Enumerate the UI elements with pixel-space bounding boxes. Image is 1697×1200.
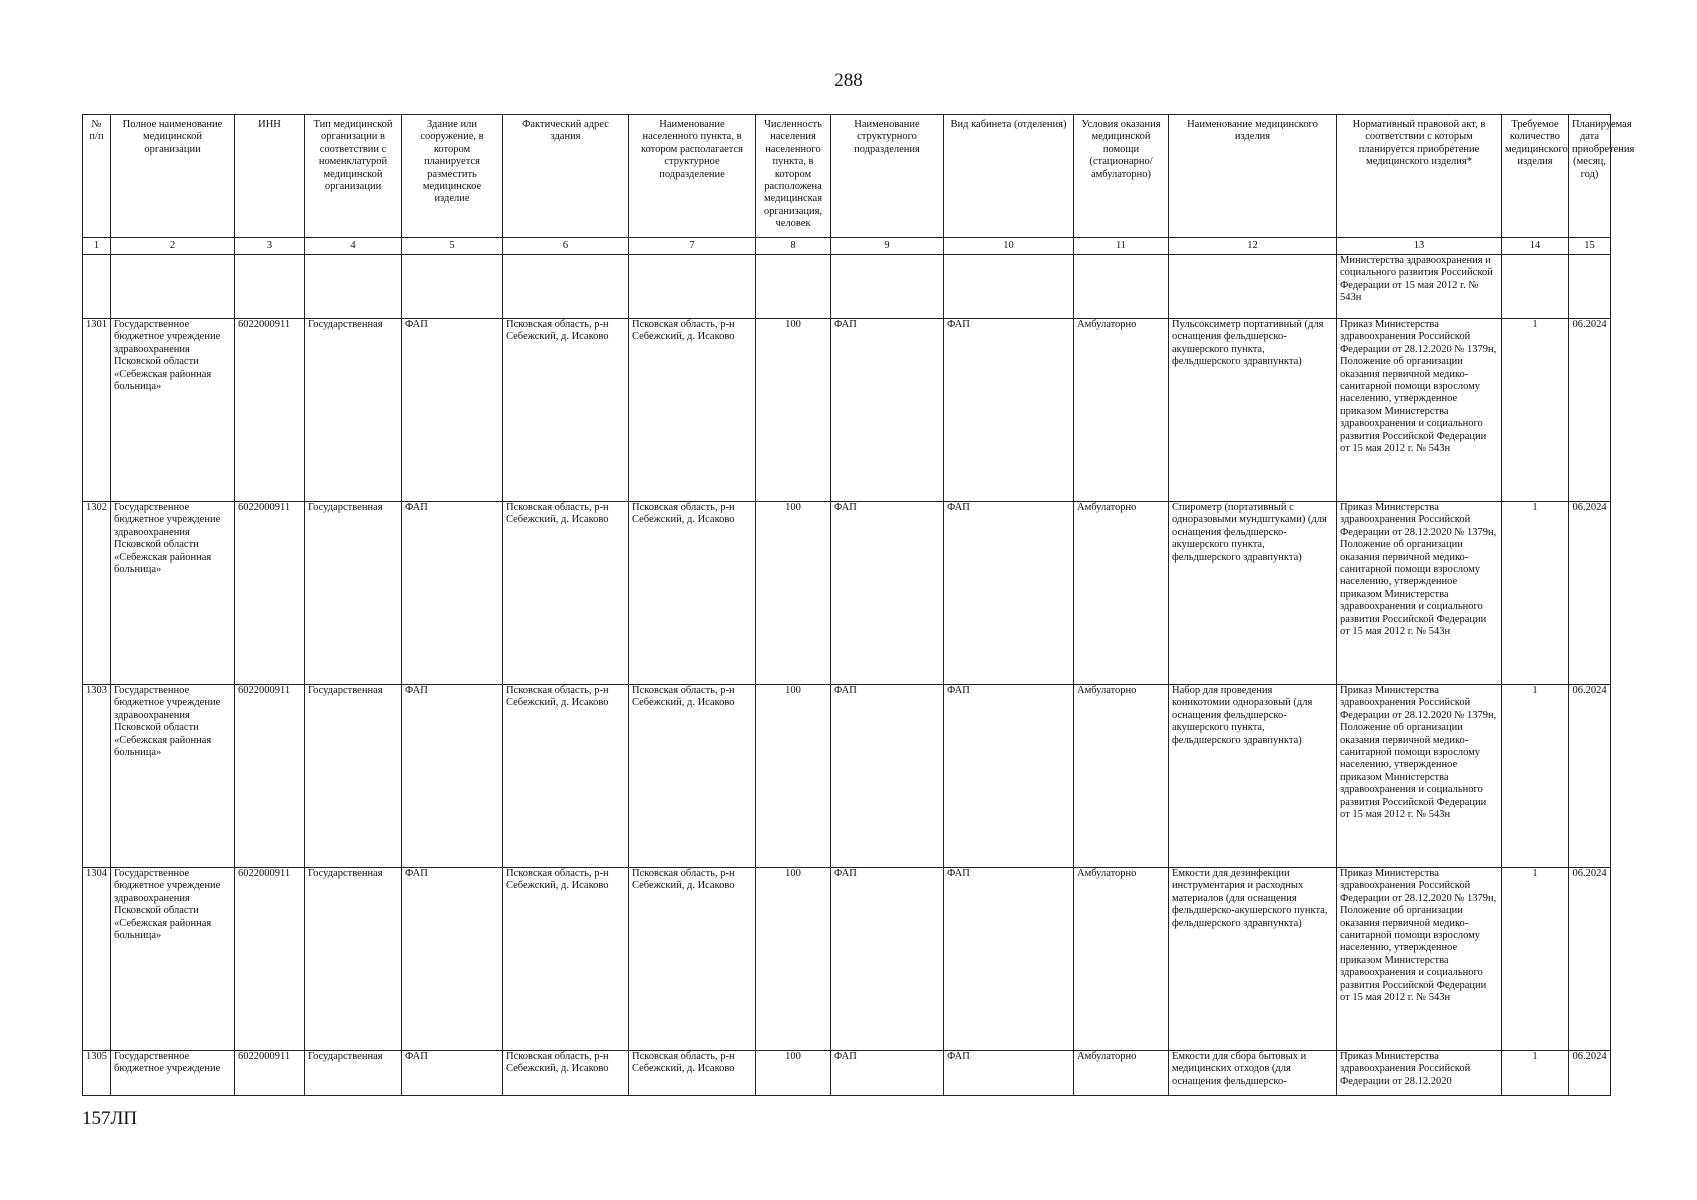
column-number-row (83, 238, 1611, 255)
planned-date-cell: 06.2024 (1569, 868, 1611, 1051)
population-cell: 100 (756, 1051, 831, 1096)
inn-cell: 6022000911 (235, 319, 305, 502)
organization-cell: Государственное бюджетное учреждение здравоохранения Псковской области «Себежская районная больница» (111, 868, 235, 1051)
row-number-cell: 1303 (83, 685, 111, 868)
population-cell: 100 (756, 502, 831, 685)
column-number: 15 (1569, 238, 1611, 255)
inn-cell: 6022000911 (235, 868, 305, 1051)
cabinet-cell: ФАП (944, 1051, 1074, 1096)
planned-date-cell: 06.2024 (1569, 685, 1611, 868)
inn-cell: 6022000911 (235, 1051, 305, 1096)
organization-cell: Государственное бюджетное учреждение здравоохранения Псковской области «Себежская районная больница» (111, 319, 235, 502)
column-number: 7 (629, 238, 756, 255)
medical-device-cell: Пульсоксиметр портативный (для оснащения фельдшерско-акушерского пункта, фельдшерского здравпункта) (1169, 319, 1337, 502)
row-number-cell: 1301 (83, 319, 111, 502)
inn-cell: 6022000911 (235, 502, 305, 685)
header-cell: Фактический адрес здания (503, 115, 629, 238)
building-cell: ФАП (402, 502, 503, 685)
column-number: 3 (235, 238, 305, 255)
table-row (83, 502, 1611, 685)
header-cell: Планируемая дата приобретения (месяц, год) (1569, 115, 1611, 238)
header-cell: Условия оказания медицинской помощи (стационарно/ амбулаторно) (1074, 115, 1169, 238)
header-cell: Тип медицинской организации в соответствии с номенклатурой медицинской организации (305, 115, 402, 238)
address-cell: Псковская область, р-н Себежский, д. Исаково (503, 1051, 629, 1096)
structural-unit-cell: ФАП (831, 319, 944, 502)
column-number: 1 (83, 238, 111, 255)
population-cell: 100 (756, 685, 831, 868)
medical-device-cell: Спирометр (портативный с одноразовыми мундштуками) (для оснащения фельдшерско-акушерского пункта, фельдшерского здравпункта) (1169, 502, 1337, 685)
organization-cell: Государственное бюджетное учреждение здравоохранения Псковской области «Себежская районная больница» (111, 502, 235, 685)
care-conditions-cell: Амбулаторно (1074, 1051, 1169, 1096)
legal-act-cell: Приказ Министерства здравоохранения Российской Федерации от 28.12.2020 № 1379н, Положение об организации оказания первичной медико-санитарной помощи взрослому населению, утвержденное приказом Министерства здравоохранения и социального развития Российской Федерации от 15 мая 2012 г. № 543н (1337, 502, 1502, 685)
organization-type-cell: Государственная (305, 319, 402, 502)
cabinet-cell: ФАП (944, 319, 1074, 502)
structural-unit-cell: ФАП (831, 685, 944, 868)
population-cell: 100 (756, 868, 831, 1051)
population-cell: 100 (756, 319, 831, 502)
legal-act-cell: Приказ Министерства здравоохранения Российской Федерации от 28.12.2020 № 1379н, Положение об организации оказания первичной медико-санитарной помощи взрослому населению, утвержденное приказом Министерства здравоохранения и социального развития Российской Федерации от 15 мая 2012 г. № 543н (1337, 868, 1502, 1051)
building-cell: ФАП (402, 685, 503, 868)
organization-cell: Государственное бюджетное учреждение (111, 1051, 235, 1096)
continuation-row (83, 255, 1611, 319)
settlement-cell: Псковская область, р-н Себежский, д. Исаково (629, 502, 756, 685)
planned-date-cell: 06.2024 (1569, 1051, 1611, 1096)
medical-device-cell: Набор для проведения коникотомии одноразовый (для оснащения фельдшерско-акушерского пункта, фельдшерского здравпункта) (1169, 685, 1337, 868)
quantity-cell: 1 (1502, 319, 1569, 502)
document-code: 157ЛП (82, 1108, 138, 1129)
column-number: 10 (944, 238, 1074, 255)
organization-cell: Государственное бюджетное учреждение здравоохранения Псковской области «Себежская районная больница» (111, 685, 235, 868)
quantity-cell: 1 (1502, 1051, 1569, 1096)
header-cell: Численность населения населенного пункта, в котором расположена медицинская организация, человек (756, 115, 831, 238)
medical-device-cell: Емкости для сбора бытовых и медицинских отходов (для оснащения фельдшерско- (1169, 1051, 1337, 1096)
header-cell: Требуемое количество медицинского изделия (1502, 115, 1569, 238)
header-cell: Наименование медицинского изделия (1169, 115, 1337, 238)
column-number: 11 (1074, 238, 1169, 255)
quantity-cell: 1 (1502, 685, 1569, 868)
legal-act-cell: Министерства здравоохранения и социального развития Российской Федерации от 15 мая 2012 г. № 543н (1337, 255, 1502, 319)
legal-act-cell: Приказ Министерства здравоохранения Российской Федерации от 28.12.2020 (1337, 1051, 1502, 1096)
header-cell: ИНН (235, 115, 305, 238)
structural-unit-cell: ФАП (831, 868, 944, 1051)
column-number: 4 (305, 238, 402, 255)
header-row (83, 115, 1611, 238)
cabinet-cell: ФАП (944, 685, 1074, 868)
address-cell: Псковская область, р-н Себежский, д. Исаково (503, 502, 629, 685)
address-cell: Псковская область, р-н Себежский, д. Исаково (503, 868, 629, 1051)
header-cell: Наименование населенного пункта, в котором располагается структурное подразделение (629, 115, 756, 238)
settlement-cell: Псковская область, р-н Себежский, д. Исаково (629, 868, 756, 1051)
organization-type-cell: Государственная (305, 502, 402, 685)
care-conditions-cell: Амбулаторно (1074, 685, 1169, 868)
planned-date-cell: 06.2024 (1569, 319, 1611, 502)
quantity-cell: 1 (1502, 502, 1569, 685)
inn-cell: 6022000911 (235, 685, 305, 868)
column-number: 5 (402, 238, 503, 255)
table-row (83, 685, 1611, 868)
column-number: 13 (1337, 238, 1502, 255)
legal-act-cell: Приказ Министерства здравоохранения Российской Федерации от 28.12.2020 № 1379н, Положение об организации оказания первичной медико-санитарной помощи взрослому населению, утвержденное приказом Министерства здравоохранения и социального развития Российской Федерации от 15 мая 2012 г. № 543н (1337, 319, 1502, 502)
building-cell: ФАП (402, 319, 503, 502)
header-cell: Полное наименование медицинской организации (111, 115, 235, 238)
address-cell: Псковская область, р-н Себежский, д. Исаково (503, 319, 629, 502)
settlement-cell: Псковская область, р-н Себежский, д. Исаково (629, 319, 756, 502)
column-number: 2 (111, 238, 235, 255)
row-number-cell: 1302 (83, 502, 111, 685)
column-number: 14 (1502, 238, 1569, 255)
care-conditions-cell: Амбулаторно (1074, 319, 1169, 502)
settlement-cell: Псковская область, р-н Себежский, д. Исаково (629, 1051, 756, 1096)
table-row (83, 868, 1611, 1051)
organization-type-cell: Государственная (305, 868, 402, 1051)
header-cell: Вид кабинета (отделения) (944, 115, 1074, 238)
building-cell: ФАП (402, 1051, 503, 1096)
table-row (83, 319, 1611, 502)
legal-act-cell: Приказ Министерства здравоохранения Российской Федерации от 28.12.2020 № 1379н, Положение об организации оказания первичной медико-санитарной помощи взрослому населению, утвержденное приказом Министерства здравоохранения и социального развития Российской Федерации от 15 мая 2012 г. № 543н (1337, 685, 1502, 868)
organization-type-cell: Государственная (305, 685, 402, 868)
table-row (83, 1051, 1611, 1096)
quantity-cell: 1 (1502, 868, 1569, 1051)
header-cell: Здание или сооружение, в котором планируется разместить медицинское изделие (402, 115, 503, 238)
cabinet-cell: ФАП (944, 502, 1074, 685)
organization-type-cell: Государственная (305, 1051, 402, 1096)
column-number: 8 (756, 238, 831, 255)
structural-unit-cell: ФАП (831, 502, 944, 685)
row-number-cell: 1304 (83, 868, 111, 1051)
structural-unit-cell: ФАП (831, 1051, 944, 1096)
building-cell: ФАП (402, 868, 503, 1051)
page-number: 288 (834, 70, 863, 91)
medical-device-cell: Емкости для дезинфекции инструментария и расходных материалов (для оснащения фельдшерско-акушерского пункта, фельдшерского здравпункта) (1169, 868, 1337, 1051)
care-conditions-cell: Амбулаторно (1074, 868, 1169, 1051)
row-number-cell: 1305 (83, 1051, 111, 1096)
column-number: 12 (1169, 238, 1337, 255)
header-cell: Наименование структурного подразделения (831, 115, 944, 238)
column-number: 9 (831, 238, 944, 255)
header-cell: № п/п (83, 115, 111, 238)
address-cell: Псковская область, р-н Себежский, д. Исаково (503, 685, 629, 868)
header-cell: Нормативный правовой акт, в соответствии с которым планируется приобретение медицинского изделия* (1337, 115, 1502, 238)
settlement-cell: Псковская область, р-н Себежский, д. Исаково (629, 685, 756, 868)
equipment-table (82, 114, 1635, 1096)
planned-date-cell: 06.2024 (1569, 502, 1611, 685)
column-number: 6 (503, 238, 629, 255)
care-conditions-cell: Амбулаторно (1074, 502, 1169, 685)
cabinet-cell: ФАП (944, 868, 1074, 1051)
